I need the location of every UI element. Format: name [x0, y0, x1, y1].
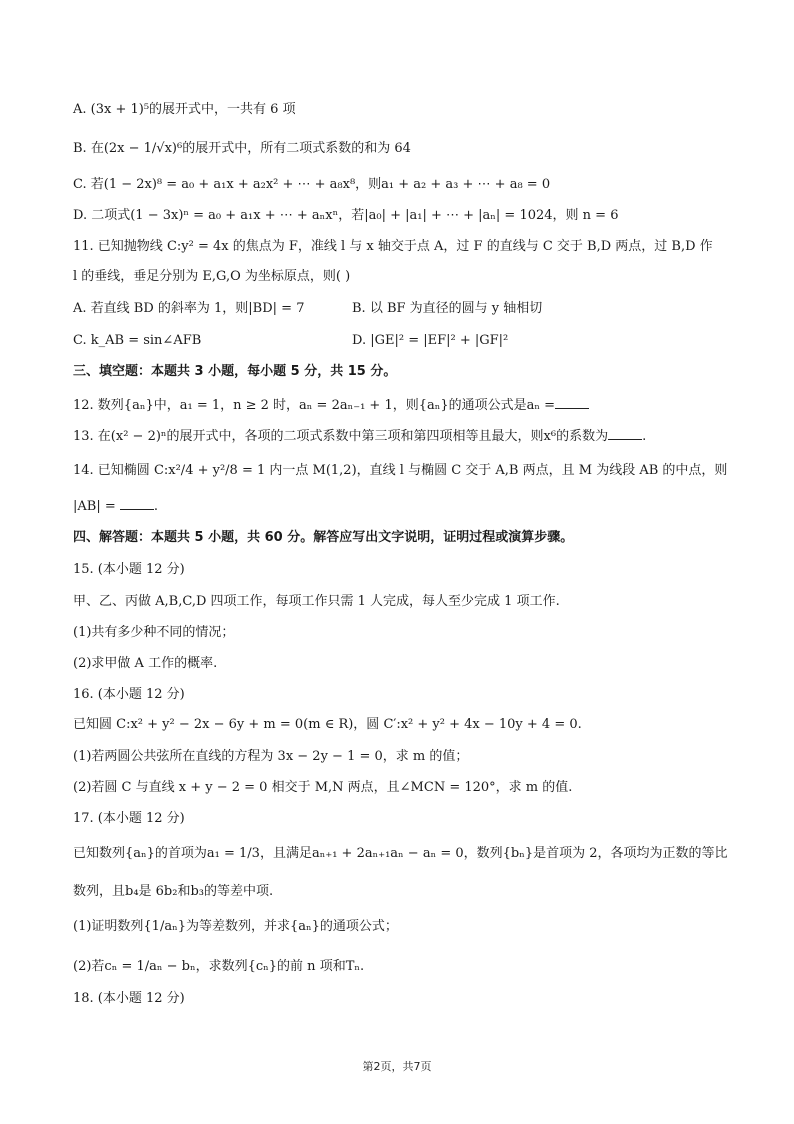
q17-stem-line1: 已知数列{aₙ}的首项为a₁ = 1/3，且满足aₙ₊₁ + 2aₙ₊₁aₙ − aₙ = 0，数列{bₙ}是首项为 2，各项均为正数的等比 — [73, 846, 728, 861]
q15-header: 15. (本小题 12 分) — [73, 562, 185, 577]
section-3-heading: 三、填空题：本题共 3 小题，每小题 5 分，共 15 分。 — [73, 364, 397, 379]
q10-option-b: B. 在(2x − 1/√x)⁶的展开式中，所有二项式系数的和为 64 — [73, 141, 411, 156]
q14-answer-blank — [120, 497, 154, 510]
q17-stem-line2: 数列，且b₄是 6b₂和b₃的等差中项. — [73, 884, 274, 899]
q18-header: 18. (本小题 12 分) — [73, 991, 185, 1006]
q13-text: 13. 在(x² − 2)ⁿ的展开式中，各项的二项式系数中第三项和第四项相等且最大，则x⁶的系数为 — [73, 429, 609, 444]
q14-line1: 14. 已知椭圆 C:x²/4 + y²/8 = 1 内一点 M(1,2)，直线 l 与椭圆 C 交于 A,B 两点，且 M 为线段 AB 的中点，则 — [73, 463, 728, 478]
q12 — [73, 396, 723, 415]
q11-stem-line1: 11. 已知抛物线 C:y² = 4x 的焦点为 F，准线 l 与 x 轴交于点 A，过 F 的直线与 C 交于 B,D 两点，过 B,D 作 — [73, 239, 713, 254]
q11-option-d: D. |GE|² = |EF|² + |GF|² — [352, 333, 509, 348]
q11-option-b: B. 以 BF 为直径的圆与 y 轴相切 — [352, 301, 543, 316]
q14-line2: |AB| = . — [73, 499, 159, 514]
q10-option-d: D. 二项式(1 − 3x)ⁿ = a₀ + a₁x + ⋯ + aₙxⁿ，若|a₀| + |a₁| + ⋯ + |aₙ| = 1024，则 n = 6 — [73, 208, 619, 223]
q11-stem-line2: l 的垂线，垂足分别为 E,G,O 为坐标原点，则( ) — [73, 269, 351, 284]
q10-option-c: C. 若(1 − 2x)⁸ = a₀ + a₁x + a₂x² + ⋯ + a₈x⁸，则a₁ + a₂ + a₃ + ⋯ + a₈ = 0 — [73, 177, 551, 192]
q14-text: |AB| = — [73, 499, 116, 514]
q17-header: 17. (本小题 12 分) — [73, 811, 185, 826]
q16-part1: (1)若两圆公共弦所在直线的方程为 3x − 2y − 1 = 0，求 m 的值； — [73, 749, 469, 764]
q16-header: 16. (本小题 12 分) — [73, 687, 185, 702]
section-4-heading: 四、解答题：本题共 5 小题，共 60 分。解答应写出文字说明，证明过程或演算步骤。 — [73, 530, 574, 545]
q12-answer-blank — [555, 396, 589, 409]
q15-part1: (1)共有多少种不同的情况； — [73, 625, 235, 640]
q10-option-a: A. (3x + 1)⁵的展开式中，一共有 6 项 — [73, 102, 296, 117]
q16-stem: 已知圆 C:x² + y² − 2x − 6y + m = 0(m ∈ R)，圆 C′:x² + y² + 4x − 10y + 4 = 0. — [73, 717, 582, 732]
q17-part2: (2)若cₙ = 1/aₙ − bₙ，求数列{cₙ}的前 n 项和Tₙ. — [73, 959, 365, 974]
q11-option-a: A. 若直线 BD 的斜率为 1，则|BD| = 7 — [73, 301, 305, 316]
q13-answer-blank — [608, 427, 642, 440]
q15-part2: (2)求甲做 A 工作的概率. — [73, 656, 218, 671]
q11-option-c: C. k_AB = sin∠AFB — [73, 333, 202, 348]
page-footer: 第2页，共7页 — [362, 1060, 432, 1073]
q13: 13. 在(x² − 2)ⁿ的展开式中，各项的二项式系数中第三项和第四项相等且最大，则x⁶的系数为 . — [73, 429, 647, 444]
q15-stem: 甲、乙、丙做 A,B,C,D 四项工作，每项工作只需 1 人完成，每人至少完成 1 项工作. — [73, 594, 560, 609]
q12-text: 12. 数列{aₙ}中，a₁ = 1，n ≥ 2 时，aₙ = 2aₙ₋₁ + 1，则{aₙ}的通项公式是aₙ = — [73, 398, 556, 413]
q16-part2: (2)若圆 C 与直线 x + y − 2 = 0 相交于 M,N 两点，且∠MCN = 120°，求 m 的值. — [73, 780, 573, 795]
q17-part1: (1)证明数列{1/aₙ}为等差数列，并求{aₙ}的通项公式； — [73, 919, 398, 934]
